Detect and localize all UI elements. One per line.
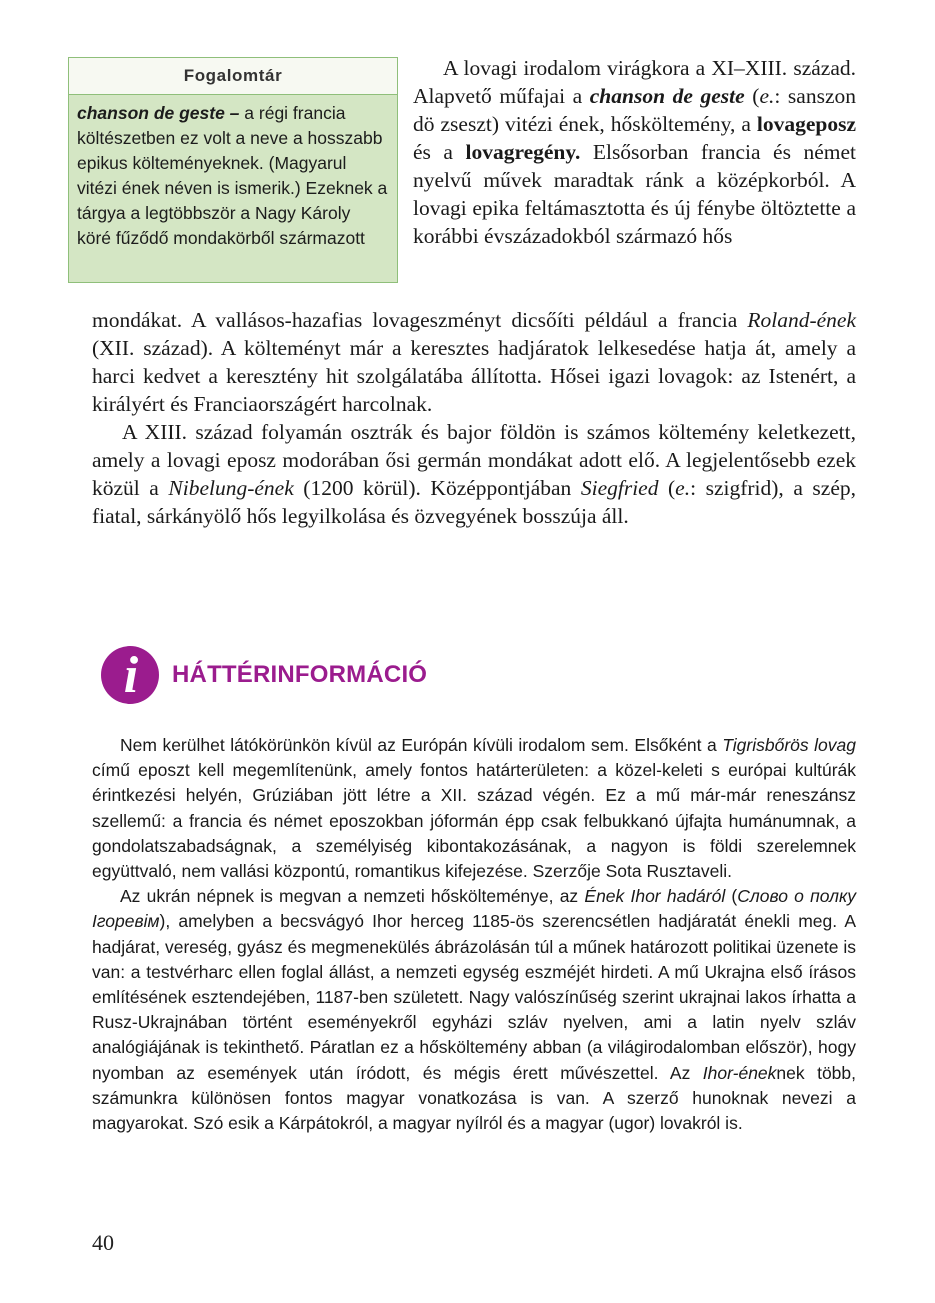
glossary-definition — [69, 95, 397, 251]
term-chanson-de-geste: chanson de geste — [589, 84, 745, 108]
info-heading: HÁTTÉRINFORMÁCIÓ — [172, 661, 428, 688]
text-run: Elsősorban francia és német nyelvű művek maradtak ránk a középkorból. A lovagi epika feltámasztotta és új fénybe öltöztette a korábbi évszázadokból származó hős — [413, 140, 857, 248]
svg-text:i: i — [123, 647, 139, 704]
text-run: (1200 körül). Középpontjában — [293, 476, 581, 500]
title-roland-enek: Roland-ének — [747, 308, 856, 332]
name-siegfried: Siegfried — [580, 476, 659, 500]
text-run: A lovagi irodalom virágkora a XI–XIII. század. Alapvető műfajai a — [413, 56, 856, 108]
title-original-ukrainian: Слово о полку Ігоревім — [92, 886, 856, 932]
text-run: és a — [413, 140, 466, 164]
text-run: A XIII. század folyamán osztrák és bajor földön is számos költemény keletkezett, amely a lovagi eposz modorában ősi germán mondákat adott elő. A legjelentősebb ezek közül a — [92, 420, 856, 500]
text-run: (XII. század). A költeményt már a keresztes hadjáratok lelkesedése hatja át, amely a harci kedvet a keresztény hit szolgálatába állította. Hősei igazi lovagok: az Istenért, a királyért és Franciaországért harcolnak. — [92, 336, 856, 416]
title-ihor-enek: Ihor-ének — [702, 1062, 777, 1083]
page-number: 40 — [92, 1230, 114, 1255]
term-lovagregeny: lovagregény. — [465, 140, 581, 164]
title-enek-ihor-hadarol: Ének Ihor hadáról — [584, 886, 726, 907]
abbrev-e: e. — [759, 84, 775, 108]
glossary-definition-text: a régi francia költészetben ez volt a neve a hosszabb epikus költeményeknek. (Magyarul vitézi ének néven is ismerik.) Ezeknek a tárgya a legtöbbször a Nagy Károly köré fűződő mondakörből származott — [77, 103, 388, 248]
text-run: Nem kerülhet látókörünkön kívül az Európán kívüli irodalom sem. Elsőként a — [120, 735, 723, 755]
main-text — [92, 306, 856, 530]
glossary-box — [68, 57, 398, 283]
text-run: Az ukrán népnek is megvan a nemzeti hőskölteménye, az — [120, 886, 585, 907]
text-run: nek több, számunkra különösen fontos magyar vonatkozása is van. A szerző hunoknak nevezi a magyarokat. Szó esik a Kárpátokról, a magyar nyílról és a magyar (ugor) lovakról is. — [92, 1062, 857, 1134]
text-run: ( — [725, 886, 738, 907]
text-run: című eposzt kell megemlítenünk, amely fontos határterületen: a közel-keleti s európai kultúrák érintkezési helyén, Grúziában jött létre a XII. század végén. Ez a mű már-már reneszánsz szellemű: a francia és német eposzokban jóformán épp csak felbukkanó újfajta humánumnak, a gondolatszabadságnak, a személyiség kibontakozásának, a nagyon is földi szerelemnek együttvaló, nem vallási központú, romantikus kifejezése. Szerzője Sota Rusztaveli. — [92, 760, 856, 882]
glossary-title: Fogalomtár — [69, 58, 397, 95]
text-run: mondákat. A vallásos-hazafias lovageszményt dicsőíti például a francia — [92, 308, 748, 332]
text-run: ), amelyben a becsvágyó Ihor herceg 1185-ös szerencsétlen hadjáratát énekli meg. A hadjárat, vereség, gyász és megmenekülés ábrázolásán túl a műnek határozott politikai üzenete is van: a testvérharc ellen foglal állást, a nemzeti egység eszméjét hirdeti. A mű Ukrajna első írásos említésének esztendejében, 1187-ben született. Nagy valószínűség szerint ukrajnai lakos írhatta a Rusz-Ukrajnában történt eseményekről egyházi szláv nyelven, ami a latin nyelv szláv analógiájának is tekinthető. Páratlan ez a hősköltemény abban (a világirodalomban először), hogy nyomban az események után íródott, és mégis érett művészettel. Az — [92, 911, 856, 1083]
paragraph-ihor — [92, 884, 856, 1136]
paragraph-nibelung — [92, 418, 856, 530]
text-run: ( — [744, 84, 760, 108]
text-run: : sanszon dö zseszt) vitézi ének, hősköltemény, a — [413, 84, 856, 136]
text-run: ( — [658, 476, 676, 500]
title-tigrisboros-lovag: Tigrisbőrös lovag — [722, 735, 856, 755]
text-run: : szigfrid), a szép, fiatal, sárkányölő hős legyilkolása és özvegyének bosszúja áll. — [92, 476, 856, 528]
term-lovageposz: lovageposz — [756, 112, 856, 136]
glossary-term: chanson de geste – — [77, 103, 240, 123]
intro-paragraph — [413, 54, 856, 250]
paragraph-roland — [92, 306, 856, 418]
background-info-text — [92, 733, 856, 1136]
paragraph-tigrisboros — [92, 733, 856, 884]
info-i-icon — [100, 645, 160, 705]
title-nibelung-enek: Nibelung-ének — [168, 476, 294, 500]
abbrev-e: e. — [675, 476, 691, 500]
intro-text — [413, 54, 856, 250]
